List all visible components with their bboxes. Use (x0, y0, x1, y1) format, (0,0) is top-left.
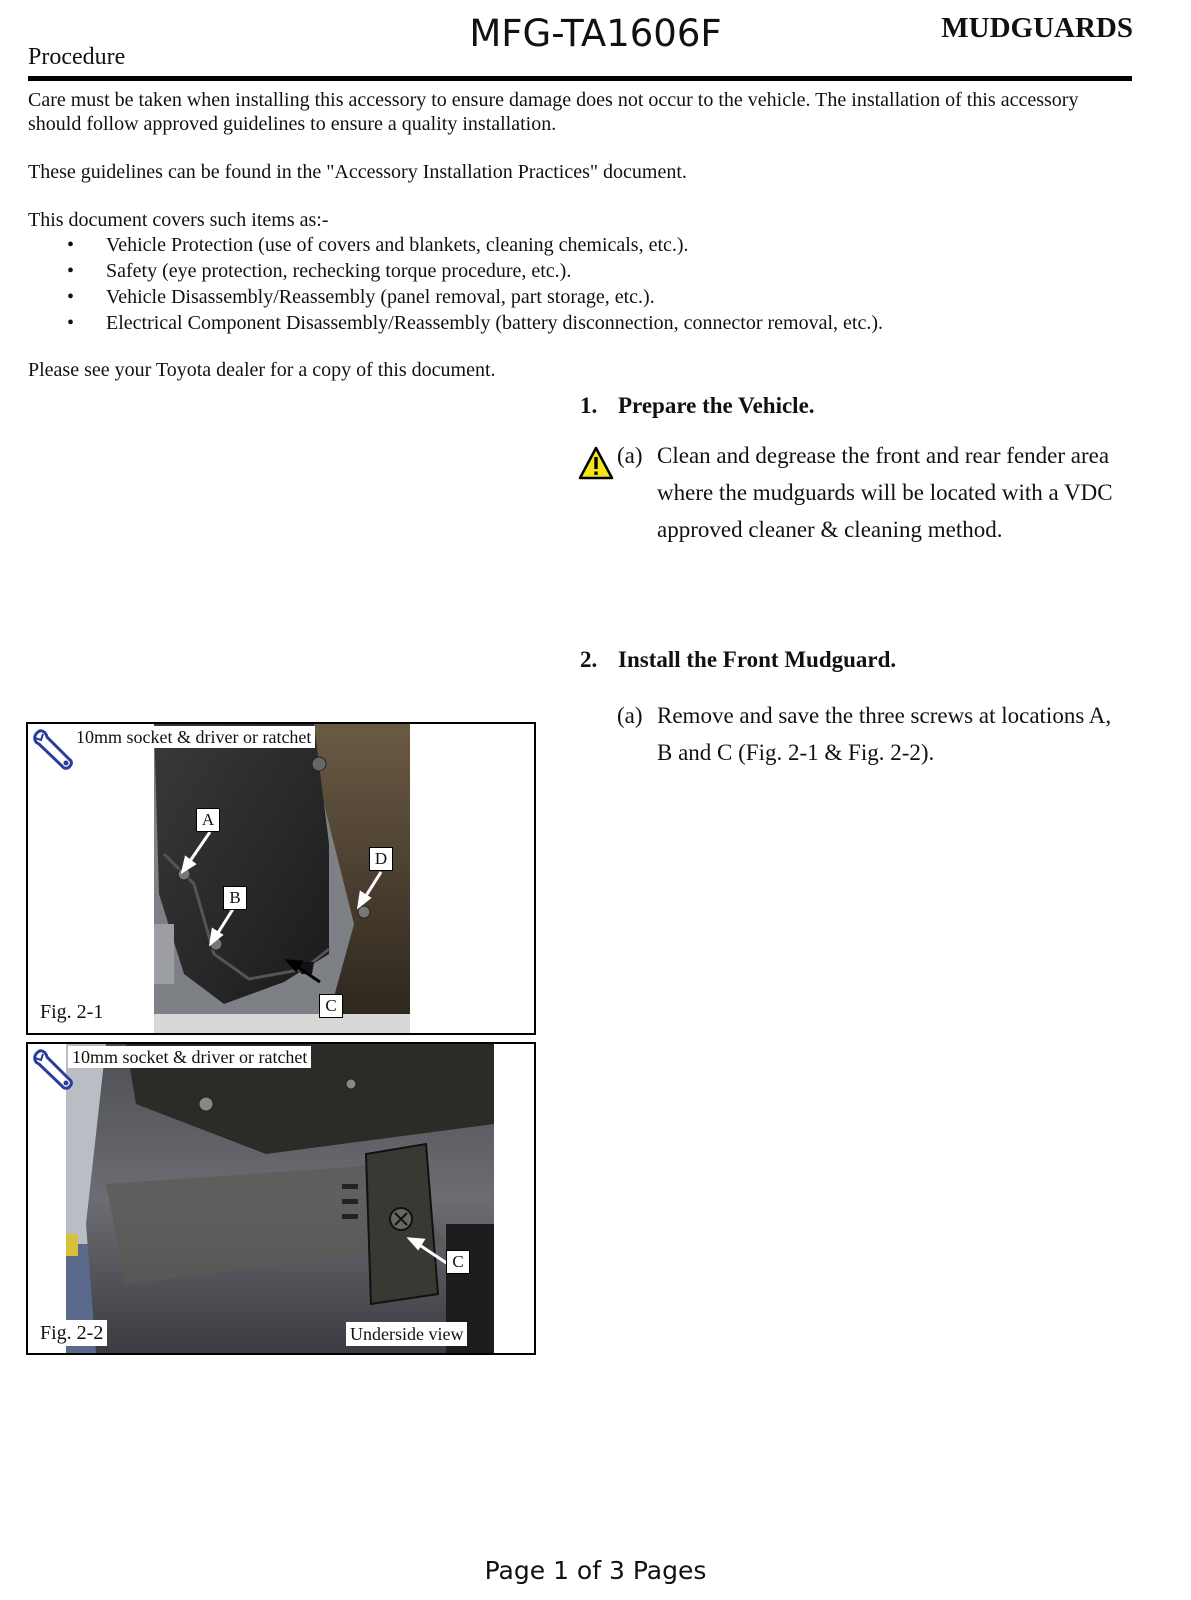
step-title: Install the Front Mudguard. (618, 647, 897, 672)
step-number: 2. (580, 647, 598, 672)
step-1-instruction (617, 437, 1177, 587)
warning-triangle-icon (578, 446, 614, 480)
figure-caption: Fig. 2-1 (36, 999, 107, 1025)
bullet-icon: • (67, 260, 75, 282)
section-heading: Procedure (28, 44, 126, 70)
list-item (28, 310, 1128, 336)
step-number: 1. (580, 393, 598, 418)
list-item-text: Vehicle Disassembly/Reassembly (panel removal, part storage, etc.). (106, 286, 655, 308)
step-1-heading (580, 393, 815, 419)
callout-label: D (369, 847, 393, 871)
sub-step-text: Remove and save the three screws at locations A, B and C (Fig. 2-1 & Fig. 2-2). (657, 703, 1112, 765)
callout-arrows (28, 1044, 534, 1353)
intro-paragraph: This document covers such items as:- (28, 209, 329, 231)
document-category: MUDGUARDS (941, 12, 1133, 44)
list-item-text: Safety (eye protection, rechecking torque procedure, etc.). (106, 260, 572, 282)
sub-step-label: (a) (617, 703, 643, 728)
list-item (28, 258, 1128, 284)
callout-arrows (28, 724, 534, 1033)
step-2-instruction (617, 697, 1177, 777)
sub-step-text: Clean and degrease the front and rear fender area where the mudguards will be located with a VDC approved cleaner & cleaning method. (657, 443, 1113, 542)
figure-2-1 (26, 722, 536, 1035)
tool-requirement-label: 10mm socket & driver or ratchet (68, 1046, 311, 1068)
figure-2-2 (26, 1042, 536, 1355)
list-item-text: Vehicle Protection (use of covers and blankets, cleaning chemicals, etc.). (106, 234, 689, 256)
list-item (28, 232, 1128, 258)
callout-label: A (196, 808, 220, 832)
sub-step-label: (a) (617, 443, 643, 468)
callout-label: C (319, 994, 343, 1018)
callout-label: B (223, 886, 247, 910)
list-item (28, 284, 1128, 310)
callout-label: C (446, 1250, 470, 1274)
document-id: MFG-TA1606F (469, 12, 722, 55)
view-label: Underside view (346, 1322, 467, 1346)
step-2-heading (580, 647, 896, 673)
page-number: Page 1 of 3 Pages (484, 1556, 707, 1585)
header-rule (28, 76, 1132, 81)
intro-paragraph: Care must be taken when installing this accessory to ensure damage does not occur to the vehicle. The installation of this accessory should follow approved guidelines to ensure a quality installation. (28, 89, 1079, 135)
intro-text (28, 88, 1128, 382)
intro-paragraph: Please see your Toyota dealer for a copy of this document. (28, 359, 496, 381)
figure-caption: Fig. 2-2 (36, 1320, 107, 1346)
list-item-text: Electrical Component Disassembly/Reassembly (battery disconnection, connector removal, etc.). (106, 312, 883, 334)
guideline-list (28, 232, 1128, 336)
step-title: Prepare the Vehicle. (618, 393, 815, 418)
intro-paragraph: These guidelines can be found in the "Accessory Installation Practices" document. (28, 161, 687, 183)
bullet-icon: • (67, 234, 75, 256)
bullet-icon: • (67, 286, 75, 308)
tool-requirement-label: 10mm socket & driver or ratchet (72, 726, 315, 748)
bullet-icon: • (67, 312, 75, 334)
